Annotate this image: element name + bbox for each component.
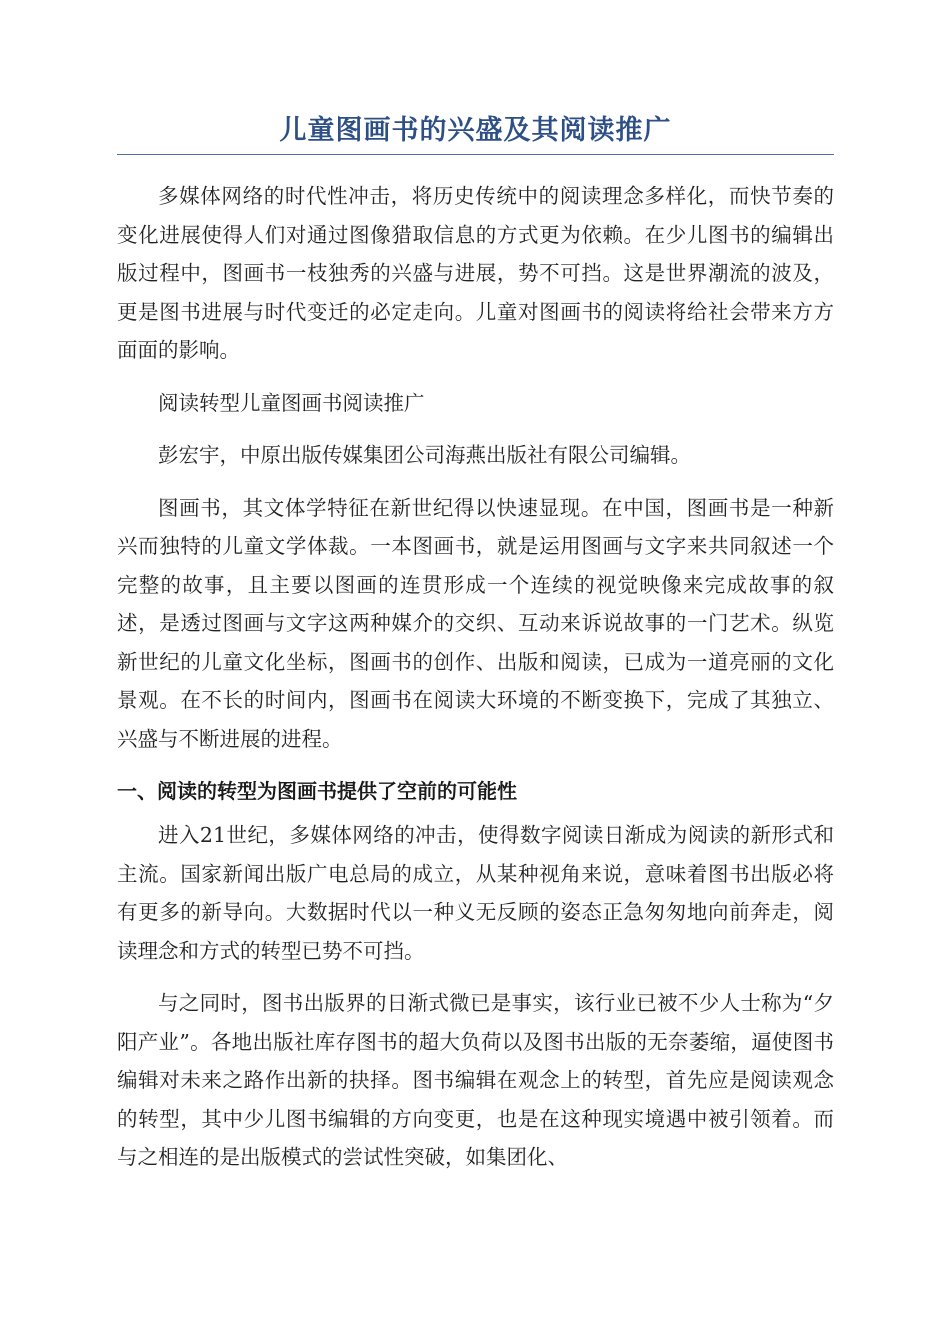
author-paragraph: 彭宏宇，中原出版传媒集团公司海燕出版社有限公司编辑。 bbox=[158, 443, 691, 467]
body-paragraph-1: 图画书，其文体学特征在新世纪得以快速显现。在中国，图画书是一种新兴而独特的儿童文学体裁。一本图画书，就是运用图画与文字来共同叙述一个完整的故事，且主要以图画的连贯形成一个连续的视觉映像来完成故事的叙述，是透过图画与文字这两种媒介的交织、互动来诉说故事的一门艺术。纵览新世纪的儿童文化坐标，图画书的创作、出版和阅读，已成为一道亮丽的文化景观。在不长的时间内，图画书在阅读大环境的不断变换下，完成了其独立、兴盛与不断进展的进程。 bbox=[117, 495, 834, 751]
keywords-paragraph: 阅读转型儿童图画书阅读推广 bbox=[158, 390, 425, 415]
section1-paragraph-1: 进入21世纪，多媒体网络的冲击，使得数字阅读日渐成为阅读的新形式和主流。国家新闻出版广电总局的成立，从某种视角来说，意味着图书出版必将有更多的新导向。大数据时代以一种义无反顾的姿态正急匆匆地向前奔走，阅读理念和方式的转型已势不可挡。 bbox=[117, 823, 834, 963]
intro-paragraph: 多媒体网络的时代性冲击，将历史传统中的阅读理念多样化，而快节奏的变化进展使得人们对通过图像猎取信息的方式更为依赖。在少儿图书的编辑出版过程中，图画书一枝独秀的兴盛与进展，势不可挡。这是世界潮流的波及，更是图书进展与时代变迁的必定走向。儿童对图画书的阅读将给社会带来方方面面的影响。 bbox=[117, 184, 834, 362]
document-title: 儿童图画书的兴盛及其阅读推广 bbox=[117, 112, 834, 155]
section-heading-1: 一、阅读的转型为图画书提供了空前的可能性 bbox=[117, 779, 517, 803]
document-page bbox=[117, 112, 834, 1177]
section1-paragraph-2: 与之同时，图书出版界的日渐式微已是事实，该行业已被不少人士称为“夕阳产业”。各地出版社库存图书的超大负荷以及图书出版的无奈萎缩，逼使图书编辑对未来之路作出新的抉择。图书编辑在观念上的转型，首先应是阅读观念的转型，其中少儿图书编辑的方向变更，也是在这种现实境遇中被引领着。而与之相连的是出版模式的尝试性突破，如集团化、 bbox=[117, 991, 834, 1169]
